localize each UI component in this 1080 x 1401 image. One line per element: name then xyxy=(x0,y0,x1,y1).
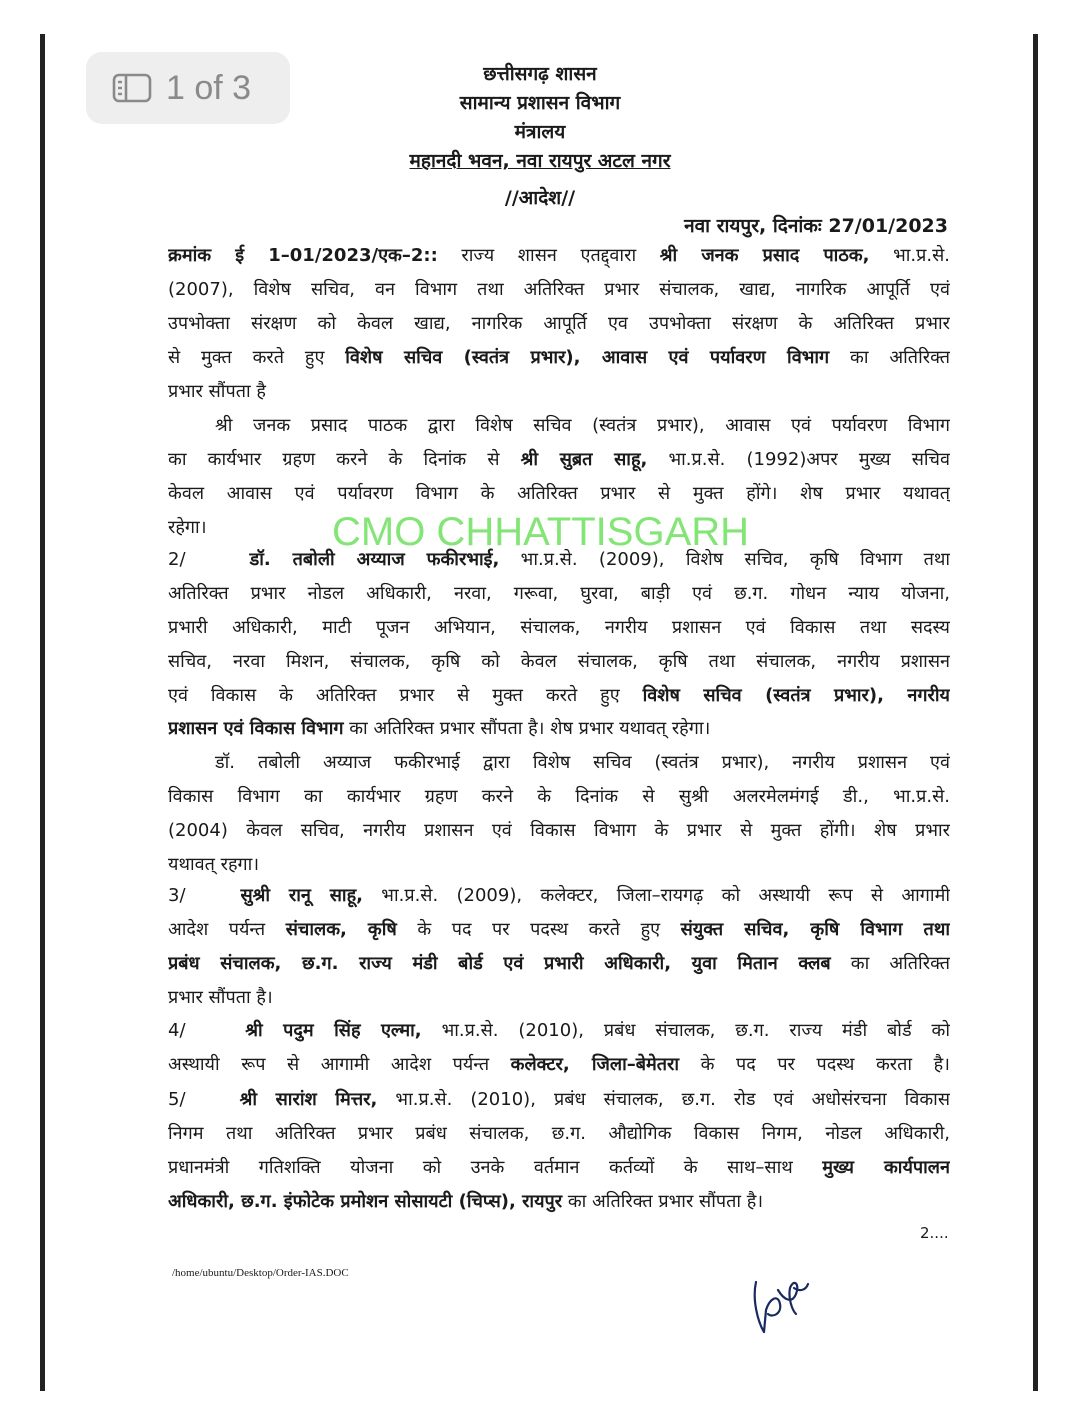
para4-line2: अस्थायी रूप से आगामी आदेश पर्यन्त कलेक्टर, जिला–बेमेतरा के पद पर पदस्थ करता है। xyxy=(168,1054,950,1075)
footer-file-path: /home/ubuntu/Desktop/Order-IAS.DOC xyxy=(172,1267,349,1279)
para1-line1: क्रमांक ई 1–01/2023/एक–2:: राज्य शासन एतद्द्वारा श्री जनक प्रसाद पाठक, भा.प्र.से. xyxy=(168,245,950,266)
header-department: सामान्य प्रशासन विभाग xyxy=(459,92,621,114)
para1-line3: उपभोक्ता संरक्षण को केवल खाद्य, नागरिक आपूर्ति एव उपभोक्ता संरक्षण के अतिरिक्त प्रभार xyxy=(168,313,950,334)
para1b-line3: केवल आवास एवं पर्यावरण विभाग के अतिरिक्त प्रभार से मुक्त होंगे। शेष प्रभार यथावत् xyxy=(168,483,950,504)
para2b-line2: विकास विभाग का कार्यभार ग्रहण करने के दिनांक से सुश्री अलरमेलमंगई डी., भा.प्र.से. xyxy=(168,786,950,807)
para3-line4: प्रभार सौंपता है। xyxy=(168,987,273,1008)
para2-line2: अतिरिक्त प्रभार नोडल अधिकारी, नरवा, गरूवा, घुरवा, बाड़ी एवं छ.ग. गोधन न्याय योजना, xyxy=(168,583,950,604)
header-ministry: मंत्रालय xyxy=(514,121,566,143)
para1-line2: (2007), विशेष सचिव, वन विभाग तथा अतिरिक्त प्रभार संचालक, खाद्य, नागरिक आपूर्ति एवं xyxy=(168,279,950,300)
para2-line3: प्रभारी अधिकारी, माटी पूजन अभियान, संचालक, नगरीय प्रशासन एवं विकास तथा सदस्य xyxy=(168,617,950,638)
para2-line1: 2/ डॉ. तबोली अय्याज फकीरभाई, भा.प्र.से. (2009), विशेष सचिव, कृषि विभाग तथा xyxy=(168,549,950,570)
para1b-line4: रहेगा। xyxy=(168,517,207,538)
para3-line2: आदेश पर्यन्त संचालक, कृषि के पद पर पदस्थ करते हुए संयुक्त सचिव, कृषि विभाग तथा xyxy=(168,919,950,940)
para2-line6: प्रशासन एवं विकास विभाग का अतिरिक्त प्रभार सौंपता है। शेष प्रभार यथावत् रहेगा। xyxy=(168,718,711,739)
para1-line5: प्रभार सौंपता है xyxy=(168,381,266,402)
page-list-icon xyxy=(112,73,152,103)
para5-line3: प्रधानमंत्री गतिशक्ति योजना को उनके वर्तमान कर्तव्यों के साथ–साथ मुख्य कार्यपालन xyxy=(168,1157,950,1178)
para5-line2: निगम तथा अतिरिक्त प्रभार प्रबंध संचालक, छ.ग. औद्योगिक विकास निगम, नोडल अधिकारी, xyxy=(168,1123,950,1144)
order-date: नवा रायपुर, दिनांकः 27/01/2023 xyxy=(684,215,948,237)
para2b-line4: यथावत् रहगा। xyxy=(168,854,260,875)
para5-line4: अधिकारी, छ.ग. इंफोटेक प्रमोशन सोसायटी (चिप्स), रायपुर का अतिरिक्त प्रभार सौंपता है। xyxy=(168,1191,764,1212)
para2-line5: एवं विकास के अतिरिक्त प्रभार से मुक्त करते हुए विशेष सचिव (स्वतंत्र प्रभार), नगरीय xyxy=(168,685,950,706)
header-address: महानदी भवन, नवा रायपुर अटल नगर xyxy=(409,150,671,172)
para5-line1: 5/ श्री सारांश मित्तर, भा.प्र.से. (2010), प्रबंध संचालक, छ.ग. रोड एवं अधोसंरचना विकास xyxy=(168,1089,950,1110)
para4-line1: 4/ श्री पदुम सिंह एल्मा, भा.प्र.से. (2010), प्रबंध संचालक, छ.ग. राज्य मंडी बोर्ड को xyxy=(168,1020,950,1041)
para2-line4: सचिव, नरवा मिशन, संचालक, कृषि को केवल संचालक, कृषि तथा संचालक, नगरीय प्रशासन xyxy=(168,651,950,672)
para2b-line1: डॉ. तबोली अय्याज फकीरभाई द्वारा विशेष सचिव (स्वतंत्र प्रभार), नगरीय प्रशासन एवं xyxy=(215,752,950,773)
page-indicator[interactable] xyxy=(86,52,290,124)
para3-line3: प्रबंध संचालक, छ.ग. राज्य मंडी बोर्ड एवं प्रभारी अधिकारी, युवा मितान क्लब का अतिरिक्त xyxy=(168,953,950,974)
page-continue-marker: 2.... xyxy=(920,1224,949,1242)
para1-line4: से मुक्त करते हुए विशेष सचिव (स्वतंत्र प्रभार), आवास एवं पर्यावरण विभाग का अतिरिक्त xyxy=(168,347,950,368)
para2b-line3: (2004) केवल सचिव, नगरीय प्रशासन एवं विकास विभाग के प्रभार से मुक्त होंगी। शेष प्रभार xyxy=(168,820,950,841)
page-indicator-text: 1 of 3 xyxy=(166,68,252,107)
para1b-line2: का कार्यभार ग्रहण करने के दिनांक से श्री सुब्रत साहू, भा.प्र.से. (1992)अपर मुख्य सचिव xyxy=(168,449,950,470)
para1b-line1: श्री जनक प्रसाद पाठक द्वारा विशेष सचिव (स्वतंत्र प्रभार), आवास एवं पर्यावरण विभाग xyxy=(215,415,950,436)
para3-line1: 3/ सुश्री रानू साहू, भा.प्र.से. (2009), कलेक्टर, जिला–रायगढ़ को अस्थायी रूप से आगामी xyxy=(168,885,950,906)
order-title: //आदेश// xyxy=(504,187,576,209)
watermark-text: CMO CHHATTISGARH xyxy=(332,510,750,554)
header-government: छत्तीसगढ़ शासन xyxy=(483,63,597,85)
signature-icon xyxy=(744,1270,814,1340)
